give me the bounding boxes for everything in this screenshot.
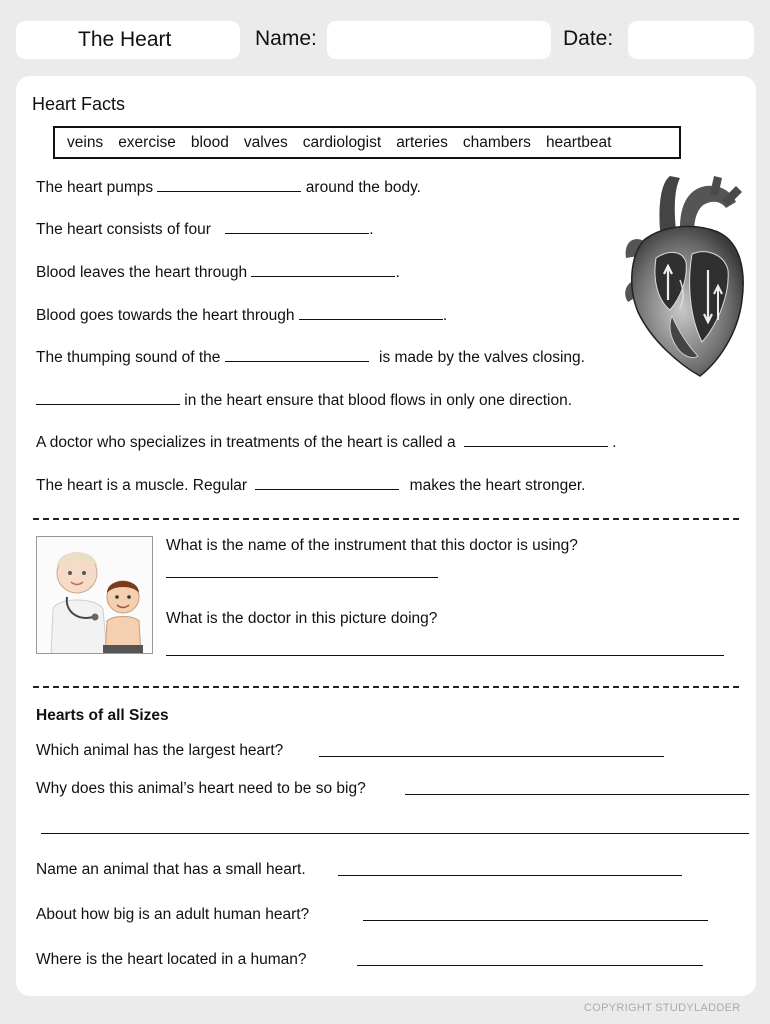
worksheet-title: The Heart bbox=[78, 28, 172, 51]
answer-blank[interactable] bbox=[251, 263, 395, 277]
instrument-question: What is the name of the instrument that this doctor is using? bbox=[166, 537, 578, 554]
answer-blank[interactable] bbox=[464, 433, 608, 447]
small-heart-question: Name an animal that has a small heart. bbox=[36, 861, 306, 878]
heart-location-answer-line[interactable] bbox=[357, 965, 703, 966]
fact-sentence-8: The heart is a muscle. Regular makes the heart stronger. bbox=[36, 477, 586, 494]
answer-blank[interactable] bbox=[299, 306, 443, 320]
section-divider bbox=[33, 686, 739, 688]
word-bank-item: veins bbox=[67, 133, 104, 151]
answer-blank[interactable] bbox=[36, 391, 180, 405]
word-bank bbox=[53, 126, 681, 159]
word-bank-item: blood bbox=[190, 133, 229, 151]
doctor-activity-question: What is the doctor in this picture doing? bbox=[166, 610, 438, 627]
name-label: Name: bbox=[255, 27, 317, 50]
answer-blank[interactable] bbox=[255, 476, 399, 490]
big-heart-reason-question: Why does this animal’s heart need to be so big? bbox=[36, 780, 366, 797]
fact-sentence-4: Blood goes towards the heart through . bbox=[36, 307, 448, 324]
big-heart-reason-answer-line-2[interactable] bbox=[41, 833, 749, 834]
doctor-picture bbox=[36, 536, 153, 654]
big-heart-reason-answer-line[interactable] bbox=[405, 794, 749, 795]
date-field[interactable] bbox=[628, 21, 754, 59]
heart-location-question: Where is the heart located in a human? bbox=[36, 951, 307, 968]
fact-sentence-7: A doctor who specializes in treatments of the heart is called a . bbox=[36, 434, 617, 451]
fact-sentence-5: The thumping sound of the is made by the valves closing. bbox=[36, 349, 585, 366]
human-heart-size-question: About how big is an adult human heart? bbox=[36, 906, 310, 923]
word-bank-item: arteries bbox=[396, 133, 448, 151]
instrument-answer-line[interactable] bbox=[166, 577, 438, 578]
largest-heart-answer-line[interactable] bbox=[319, 756, 664, 757]
hearts-sizes-title: Hearts of all Sizes bbox=[36, 707, 169, 724]
fact-sentence-2: The heart consists of four . bbox=[36, 221, 374, 238]
word-bank-item: valves bbox=[243, 133, 288, 151]
small-heart-answer-line[interactable] bbox=[338, 875, 682, 876]
answer-blank[interactable] bbox=[157, 178, 301, 192]
heart-anatomy-illustration bbox=[622, 170, 746, 384]
human-heart-size-answer-line[interactable] bbox=[363, 920, 708, 921]
word-bank-item: heartbeat bbox=[545, 133, 612, 151]
name-field[interactable] bbox=[327, 21, 551, 59]
doctor-with-stethoscope-illustration bbox=[37, 537, 153, 654]
word-bank-item: chambers bbox=[462, 133, 531, 151]
doctor-activity-answer-line[interactable] bbox=[166, 655, 724, 656]
heart-facts-title: Heart Facts bbox=[32, 94, 126, 114]
answer-blank[interactable] bbox=[225, 348, 369, 362]
fact-sentence-1: The heart pumps around the body. bbox=[36, 179, 421, 196]
section-divider bbox=[33, 518, 739, 520]
word-bank-item: exercise bbox=[118, 133, 176, 151]
largest-heart-question: Which animal has the largest heart? bbox=[36, 742, 284, 759]
word-bank-item: cardiologist bbox=[302, 133, 382, 151]
fact-sentence-6: in the heart ensure that blood flows in only one direction. bbox=[36, 391, 572, 410]
fact-sentence-3: Blood leaves the heart through . bbox=[36, 264, 400, 281]
answer-blank[interactable] bbox=[225, 220, 369, 234]
copyright-footer: COPYRIGHT STUDYLADDER bbox=[584, 1002, 741, 1014]
date-label: Date: bbox=[563, 27, 614, 50]
